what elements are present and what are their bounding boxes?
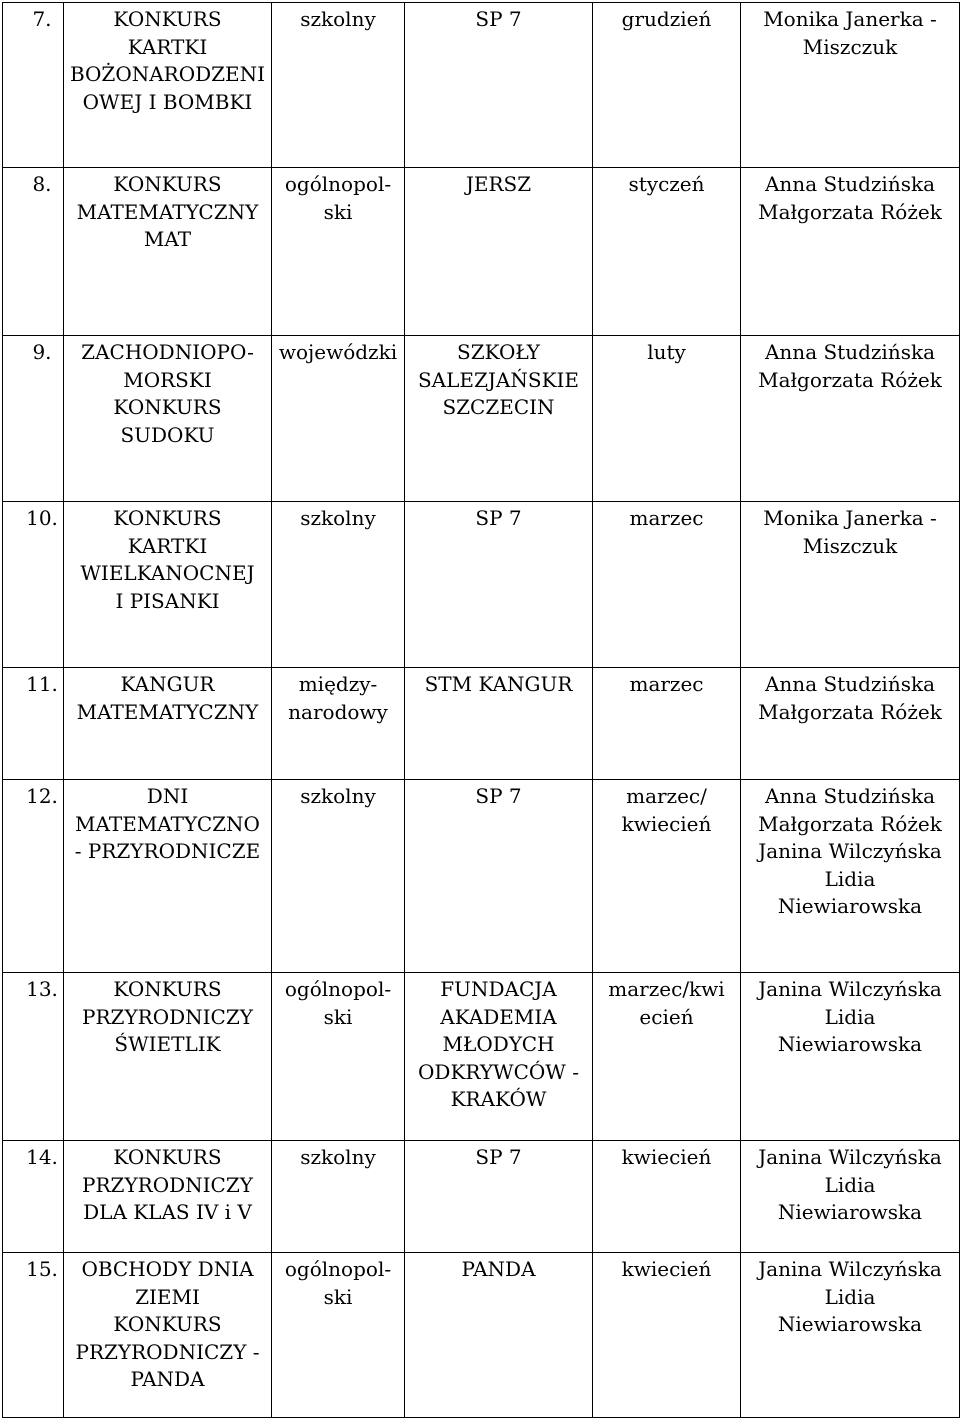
cell-text-line: STM KANGUR: [424, 672, 573, 696]
table-row: [3, 1253, 960, 1418]
table-row: [3, 973, 960, 1141]
table-row: [3, 168, 960, 336]
cell-text-line: Janina Wilczyńska: [758, 839, 942, 863]
cell-text-line: OWEJ I BOMBKI: [82, 89, 253, 114]
number-cell: [3, 1253, 64, 1418]
cell-text-line: KONKURS: [113, 172, 222, 196]
cell-text-line: między-: [298, 672, 378, 696]
organizer-cell: [405, 1253, 593, 1418]
row-number: 10.: [26, 506, 58, 530]
level-cell: [272, 502, 405, 668]
table-row: [3, 502, 960, 668]
cell-text-line: Niewiarowska: [777, 1032, 923, 1056]
number-cell: [3, 168, 64, 336]
cell-text-line: JERSZ: [465, 172, 532, 196]
cell-text-line: MATEMATYCZNY: [76, 199, 259, 224]
teachers-cell: [741, 336, 960, 502]
cell-text-line: grudzień: [621, 7, 712, 31]
cell-text-line: KANGUR: [120, 672, 215, 696]
teachers-cell: [741, 973, 960, 1141]
number-cell: [3, 3, 64, 168]
cell-text-line: Małgorzata Różek: [758, 699, 942, 724]
cell-text-line: ŚWIETLIK: [114, 1032, 221, 1056]
date-cell: [593, 668, 741, 780]
teachers-cell: [741, 668, 960, 780]
level-cell: [272, 780, 405, 973]
cell-text-line: MAT: [143, 227, 192, 251]
cell-text-line: Janina Wilczyńska: [758, 1145, 942, 1169]
cell-text-line: Lidia: [824, 1172, 876, 1197]
cell-text-line: szkolny: [300, 1145, 376, 1169]
competition-name-cell: [64, 1141, 272, 1253]
cell-text-line: KONKURS: [113, 977, 222, 1001]
cell-text-line: Niewiarowska: [777, 894, 923, 918]
teachers-cell: [741, 502, 960, 668]
cell-text-line: SP 7: [475, 506, 522, 530]
level-cell: [272, 1253, 405, 1418]
teachers-cell: [741, 1141, 960, 1253]
cell-text-line: styczeń: [628, 172, 705, 196]
cell-text-line: KONKURS: [113, 395, 222, 419]
cell-text-line: narodowy: [288, 699, 388, 724]
competition-name-cell: [64, 336, 272, 502]
cell-text-line: SUDOKU: [120, 422, 215, 447]
cell-text-line: marzec/kwi: [608, 977, 725, 1001]
teachers-cell: [741, 1253, 960, 1418]
cell-text-line: WIELKANOCNEJ: [80, 561, 255, 585]
row-number: 7.: [32, 7, 52, 31]
table-body: [3, 3, 960, 1418]
teachers-cell: [741, 780, 960, 973]
level-cell: [272, 336, 405, 502]
cell-text-line: KARTKI: [127, 533, 208, 558]
cell-text-line: MATEMATYCZNO: [75, 811, 260, 836]
level-cell: [272, 168, 405, 336]
organizer-cell: [405, 668, 593, 780]
number-cell: [3, 336, 64, 502]
cell-text-line: Anna Studzińska: [764, 784, 936, 808]
cell-text-line: Lidia: [824, 1004, 876, 1029]
cell-text-line: DLA KLAS IV i V: [83, 1200, 252, 1224]
cell-text-line: Anna Studzińska: [764, 340, 936, 364]
cell-text-line: Małgorzata Różek: [758, 199, 942, 224]
number-cell: [3, 1141, 64, 1253]
cell-text-line: KONKURS: [113, 1312, 222, 1336]
number-cell: [3, 780, 64, 973]
row-number: 15.: [26, 1257, 58, 1281]
cell-text-line: Janina Wilczyńska: [758, 977, 942, 1001]
level-cell: [272, 3, 405, 168]
cell-text-line: Lidia: [824, 1284, 876, 1309]
date-cell: [593, 973, 741, 1141]
organizer-cell: [405, 973, 593, 1141]
cell-text-line: kwiecień: [621, 1145, 712, 1169]
date-cell: [593, 336, 741, 502]
competition-name-cell: [64, 502, 272, 668]
cell-text-line: ZACHODNIOPO-: [81, 340, 254, 364]
table-row: [3, 780, 960, 973]
cell-text-line: Monika Janerka -: [763, 506, 937, 530]
cell-text-line: KRAKÓW: [450, 1087, 547, 1111]
competition-name-cell: [64, 780, 272, 973]
cell-text-line: DNI: [146, 784, 189, 808]
date-cell: [593, 1141, 741, 1253]
cell-text-line: kwiecień: [621, 811, 712, 836]
cell-text-line: KARTKI: [127, 34, 208, 59]
organizer-cell: [405, 3, 593, 168]
table-row: [3, 336, 960, 502]
cell-text-line: ski: [323, 1004, 353, 1029]
cell-text-line: marzec: [629, 506, 704, 530]
cell-text-line: SZCZECIN: [442, 395, 555, 419]
organizer-cell: [405, 502, 593, 668]
cell-text-line: KONKURS: [113, 506, 222, 530]
cell-text-line: kwiecień: [621, 1257, 712, 1281]
cell-text-line: Niewiarowska: [777, 1200, 923, 1224]
cell-text-line: PRZYRODNICZY: [82, 1172, 253, 1197]
cell-text-line: ogólnopol-: [284, 172, 392, 196]
cell-text-line: PRZYRODNICZY -: [75, 1339, 260, 1364]
cell-text-line: luty: [647, 340, 686, 364]
date-cell: [593, 168, 741, 336]
cell-text-line: Małgorzata Różek: [758, 811, 942, 836]
cell-text-line: AKADEMIA: [440, 1004, 557, 1029]
table-row: [3, 1141, 960, 1253]
cell-text-line: Lidia: [824, 866, 876, 891]
cell-text-line: SP 7: [475, 784, 522, 808]
level-cell: [272, 973, 405, 1141]
cell-text-line: MŁODYCH: [442, 1032, 555, 1056]
date-cell: [593, 780, 741, 973]
cell-text-line: FUNDACJA: [440, 977, 557, 1001]
cell-text-line: ODKRYWCÓW -: [418, 1059, 579, 1084]
cell-text-line: ogólnopol-: [284, 977, 392, 1001]
organizer-cell: [405, 780, 593, 973]
cell-text-line: marzec/: [626, 784, 707, 808]
row-number: 14.: [26, 1145, 58, 1169]
cell-text-line: ZIEMI: [135, 1284, 200, 1309]
competition-name-cell: [64, 668, 272, 780]
cell-text-line: SP 7: [475, 1145, 522, 1169]
row-number: 13.: [26, 977, 58, 1001]
row-number: 9.: [32, 340, 52, 364]
number-cell: [3, 668, 64, 780]
number-cell: [3, 502, 64, 668]
cell-text-line: KONKURS: [113, 7, 222, 31]
cell-text-line: ecień: [639, 1004, 694, 1029]
cell-text-line: ski: [323, 199, 353, 224]
competitions-table: [2, 2, 960, 1418]
cell-text-line: KONKURS: [113, 1145, 222, 1169]
number-cell: [3, 973, 64, 1141]
cell-text-line: SALEZJAŃSKIE: [417, 367, 580, 392]
cell-text-line: PRZYRODNICZY: [82, 1004, 253, 1029]
cell-text-line: - PRZYRODNICZE: [74, 839, 261, 863]
cell-text-line: marzec: [629, 672, 704, 696]
cell-text-line: Janina Wilczyńska: [758, 1257, 942, 1281]
cell-text-line: I PISANKI: [115, 588, 220, 613]
cell-text-line: ogólnopol-: [284, 1257, 392, 1281]
cell-text-line: SZKOŁY: [457, 340, 540, 364]
teachers-cell: [741, 168, 960, 336]
date-cell: [593, 1253, 741, 1418]
cell-text-line: OBCHODY DNIA: [81, 1257, 254, 1281]
competition-name-cell: [64, 3, 272, 168]
cell-text-line: Anna Studzińska: [764, 172, 936, 196]
cell-text-line: PANDA: [461, 1257, 536, 1281]
organizer-cell: [405, 168, 593, 336]
cell-text-line: MORSKI: [123, 367, 212, 392]
cell-text-line: szkolny: [300, 506, 376, 530]
cell-text-line: Małgorzata Różek: [758, 367, 942, 392]
table-row: [3, 668, 960, 780]
cell-text-line: Niewiarowska: [777, 1312, 923, 1336]
row-number: 11.: [26, 672, 58, 696]
cell-text-line: Miszczuk: [802, 533, 898, 558]
cell-text-line: ski: [323, 1284, 353, 1309]
cell-text-line: SP 7: [475, 7, 522, 31]
cell-text-line: Miszczuk: [802, 34, 898, 59]
organizer-cell: [405, 1141, 593, 1253]
row-number: 8.: [32, 172, 52, 196]
level-cell: [272, 1141, 405, 1253]
cell-text-line: MATEMATYCZNY: [76, 699, 259, 724]
cell-text-line: Anna Studzińska: [764, 672, 936, 696]
cell-text-line: BOŻONARODZENI: [69, 62, 266, 86]
teachers-cell: [741, 3, 960, 168]
date-cell: [593, 502, 741, 668]
organizer-cell: [405, 336, 593, 502]
cell-text-line: PANDA: [130, 1367, 205, 1391]
level-cell: [272, 668, 405, 780]
row-number: 12.: [26, 784, 58, 808]
competition-name-cell: [64, 168, 272, 336]
cell-text-line: wojewódzki: [278, 340, 398, 364]
cell-text-line: szkolny: [300, 7, 376, 31]
competition-name-cell: [64, 1253, 272, 1418]
table-row: [3, 3, 960, 168]
cell-text-line: szkolny: [300, 784, 376, 808]
date-cell: [593, 3, 741, 168]
competition-name-cell: [64, 973, 272, 1141]
cell-text-line: Monika Janerka -: [763, 7, 937, 31]
